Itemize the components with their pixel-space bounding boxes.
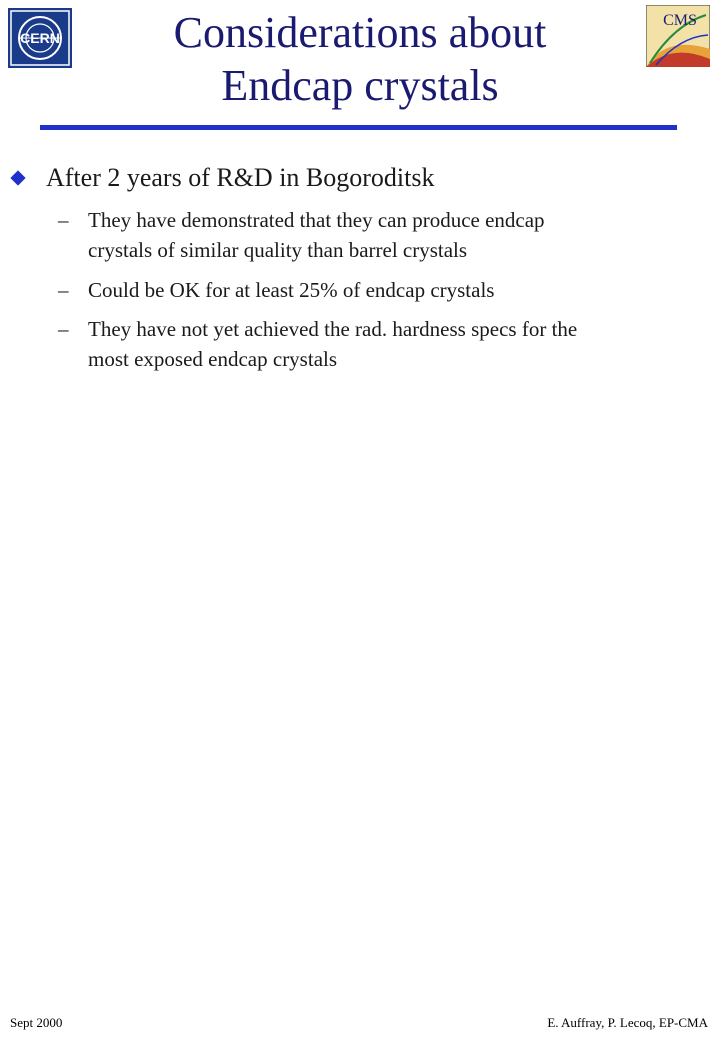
footer-date: Sept 2000 — [10, 1015, 63, 1030]
sub-item-dash: – — [58, 208, 69, 232]
bullet-text: After 2 years of R&D in Bogoroditsk — [46, 163, 435, 192]
sub-item-1-line-2: crystals of similar quality than barrel crystals — [88, 238, 468, 262]
sub-item-3-line-1: They have not yet achieved the rad. hardness specs for the — [88, 317, 578, 341]
sub-item-dash: – — [58, 317, 69, 341]
footer-authors: E. Auffray, P. Lecoq, EP-CMA — [547, 1015, 708, 1030]
title-line-2: Endcap crystals — [221, 61, 499, 110]
cms-logo-text: CMS — [663, 12, 697, 29]
cern-logo-icon — [8, 8, 72, 68]
cms-logo-icon — [646, 5, 710, 67]
diamond-bullet-icon — [10, 170, 25, 185]
slide-title — [80, 6, 640, 112]
sub-item-dash: – — [58, 278, 69, 302]
sub-item-1-line-1: They have demonstrated that they can produce endcap — [88, 208, 545, 232]
sub-item-3-line-2: most exposed endcap crystals — [88, 347, 338, 371]
cern-logo-text: CERN — [20, 30, 60, 46]
title-line-1: Considerations about — [173, 8, 547, 57]
sub-item-2-line-1: Could be OK for at least 25% of endcap crystals — [88, 278, 495, 302]
title-divider — [40, 125, 677, 130]
